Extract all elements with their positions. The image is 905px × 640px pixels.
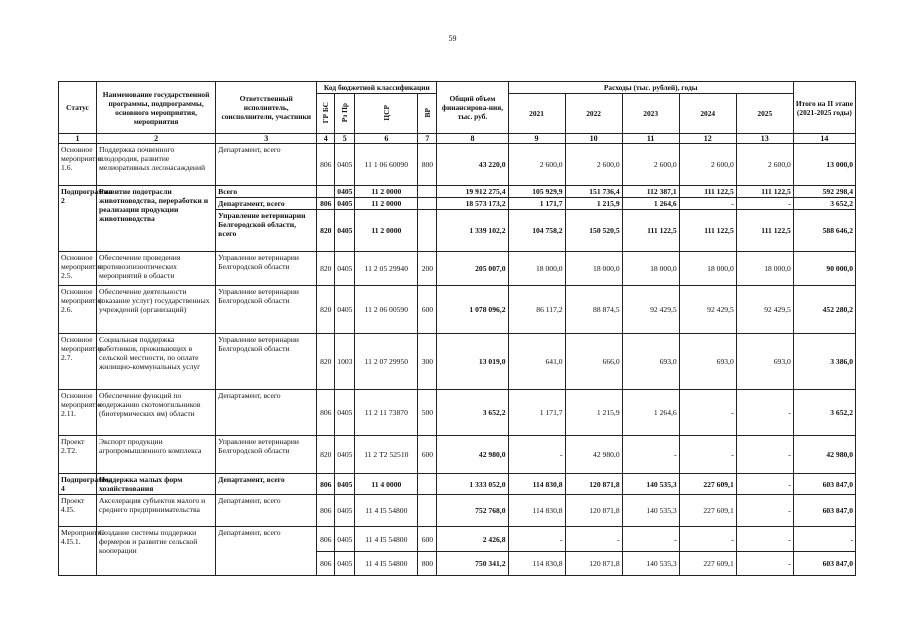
row-grbs: 806 (317, 198, 335, 210)
row-2024: 227 609,1 (679, 495, 736, 527)
row-grbs: 820 (317, 252, 335, 286)
row-csr: 11 2 0000 (355, 210, 418, 252)
row-2022: 150 520,5 (565, 210, 622, 252)
header-status: Статус (59, 82, 97, 134)
row-stage-total: 603 847,0 (793, 552, 855, 576)
col-index: 13 (736, 134, 793, 144)
table-row (59, 527, 856, 552)
row-grbs: 806 (317, 527, 335, 552)
row-2024: 111 122,5 (679, 186, 736, 198)
row-name: Обеспечение функций по содержанию скотомогильников (биотермических ям) области (97, 390, 216, 436)
row-total: 2 426,8 (437, 527, 508, 552)
row-csr: 11 2 07 29950 (355, 334, 418, 390)
row-vr: 200 (418, 252, 437, 286)
row-2025: - (736, 495, 793, 527)
row-2024: - (679, 390, 736, 436)
row-responsible: Департамент, всего (216, 474, 317, 495)
row-2021: 1 171,7 (508, 390, 565, 436)
header-responsible: Ответственный исполнитель, соисполнители, участники (216, 82, 317, 134)
row-2021: 105 929,9 (508, 186, 565, 198)
row-total: 205 007,0 (437, 252, 508, 286)
row-rzpr: 0405 (335, 210, 355, 252)
col-index: 14 (793, 134, 855, 144)
row-grbs: 806 (317, 552, 335, 576)
row-vr: 300 (418, 334, 437, 390)
column-index-row (59, 134, 856, 144)
header-2021: 2021 (508, 94, 565, 134)
row-rzpr: 0405 (335, 474, 355, 495)
col-index: 5 (335, 134, 355, 144)
row-responsible: Управление ветеринарии Белгородской области (216, 436, 317, 474)
row-stage-total: 42 980,0 (793, 436, 855, 474)
row-grbs: 820 (317, 286, 335, 334)
col-index: 11 (622, 134, 679, 144)
row-responsible: Департамент, всего (216, 495, 317, 527)
row-2025: - (736, 527, 793, 552)
row-2023: 1 264,6 (622, 198, 679, 210)
row-2025: 2 600,0 (736, 144, 793, 186)
col-index: 12 (679, 134, 736, 144)
row-csr: 11 2 05 29940 (355, 252, 418, 286)
row-2021: 86 117,2 (508, 286, 565, 334)
row-2023: 1 264,6 (622, 390, 679, 436)
table-row (59, 252, 856, 286)
row-2023: 111 122,5 (622, 210, 679, 252)
row-grbs (317, 186, 335, 198)
row-grbs: 820 (317, 436, 335, 474)
row-csr: 11 2 Т2 52510 (355, 436, 418, 474)
row-2021: 2 600,0 (508, 144, 565, 186)
row-vr (418, 474, 437, 495)
row-2025: - (736, 552, 793, 576)
row-2025: - (736, 390, 793, 436)
row-2021: 114 830,8 (508, 474, 565, 495)
row-stage-total: 452 280,2 (793, 286, 855, 334)
row-2022: - (565, 527, 622, 552)
row-2022: 120 871,8 (565, 495, 622, 527)
header-stage-total: Итого на II этапе (2021-2025 годы) (793, 82, 855, 134)
row-2023: 92 429,5 (622, 286, 679, 334)
row-2023: 112 387,1 (622, 186, 679, 198)
row-name: Поддержка почвенного плодородия, развитие мелиоративных лесонасаждений (97, 144, 216, 186)
header-grbs: ГР БС (321, 101, 331, 124)
header-expenses: Расходы (тыс. рублей), годы (508, 82, 793, 94)
row-2023: 2 600,0 (622, 144, 679, 186)
row-status: Мероприятие 4.I5.1. (59, 527, 97, 576)
header-total: Общий объем финансирова-ния, тыс. руб. (437, 82, 508, 134)
header-budget-code: Код бюджетной классификации (317, 82, 437, 94)
header-name: Наименование государственной программы, подпрограммы, основного мероприятия, мероприятия (97, 82, 216, 134)
row-responsible: Управление ветеринарии Белгородской области (216, 252, 317, 286)
table-row (59, 334, 856, 390)
row-vr: 600 (418, 436, 437, 474)
row-responsible: Департамент, всего (216, 144, 317, 186)
row-2021: - (508, 527, 565, 552)
table-row (59, 144, 856, 186)
row-vr: 600 (418, 286, 437, 334)
row-stage-total: 603 847,0 (793, 474, 855, 495)
row-responsible: Департамент, всего (216, 527, 317, 576)
row-2022: 120 871,8 (565, 474, 622, 495)
row-responsible: Всего (216, 186, 317, 198)
row-csr: 11 4 I5 54800 (355, 552, 418, 576)
row-2024: 227 609,1 (679, 552, 736, 576)
row-stage-total: 13 000,0 (793, 144, 855, 186)
col-index: 6 (355, 134, 418, 144)
row-responsible: Департамент, всего (216, 198, 317, 210)
header-csr: ЦСР (381, 104, 391, 121)
row-2023: - (622, 527, 679, 552)
row-2022: 120 871,8 (565, 552, 622, 576)
row-responsible: Управление ветеринарии Белгородской области, всего (216, 210, 317, 252)
row-2025: - (736, 436, 793, 474)
row-csr: 11 2 0000 (355, 186, 418, 198)
row-total: 3 652,2 (437, 390, 508, 436)
row-status: Основное мероприятие 2.6. (59, 286, 97, 334)
row-name: Создание системы поддержки фермеров и развитие сельской кооперации (97, 527, 216, 576)
row-rzpr: 0405 (335, 186, 355, 198)
row-status: Основное мероприятие 2.11. (59, 390, 97, 436)
row-total: 1 078 096,2 (437, 286, 508, 334)
row-2021: 641,0 (508, 334, 565, 390)
row-responsible: Управление ветеринарии Белгородской области (216, 286, 317, 334)
row-2025: 693,0 (736, 334, 793, 390)
row-vr (418, 210, 437, 252)
row-stage-total: 3 652,2 (793, 390, 855, 436)
col-index: 3 (216, 134, 317, 144)
row-name: Обеспечение проведения противоэпизоотических мероприятий в области (97, 252, 216, 286)
row-rzpr: 0405 (335, 286, 355, 334)
row-2021: 104 758,2 (508, 210, 565, 252)
row-csr: 11 2 0000 (355, 198, 418, 210)
row-status: Основное мероприятие 2.7. (59, 334, 97, 390)
row-total: 19 912 275,4 (437, 186, 508, 198)
row-2024: 693,0 (679, 334, 736, 390)
row-rzpr: 0405 (335, 252, 355, 286)
row-vr: 800 (418, 552, 437, 576)
row-csr: 11 4 I5 54800 (355, 527, 418, 552)
row-total: 43 220,0 (437, 144, 508, 186)
row-vr (418, 495, 437, 527)
row-csr: 11 2 06 00590 (355, 286, 418, 334)
row-total: 1 333 052,0 (437, 474, 508, 495)
row-status: Подпрограмма 4 (59, 474, 97, 495)
row-2024: 2 600,0 (679, 144, 736, 186)
row-stage-total: 592 298,4 (793, 186, 855, 198)
row-csr: 11 4 I5 54800 (355, 495, 418, 527)
row-2021: - (508, 436, 565, 474)
row-2023: 140 535,3 (622, 474, 679, 495)
row-responsible: Управление ветеринарии Белгородской области (216, 334, 317, 390)
table-row (59, 286, 856, 334)
table-row (59, 474, 856, 495)
row-2025: - (736, 198, 793, 210)
table-row (59, 390, 856, 436)
row-csr: 11 1 06 60090 (355, 144, 418, 186)
col-index: 4 (317, 134, 335, 144)
header-2024: 2024 (679, 94, 736, 134)
row-vr: 500 (418, 390, 437, 436)
col-index: 7 (418, 134, 437, 144)
row-2024: - (679, 527, 736, 552)
row-2025: 18 000,0 (736, 252, 793, 286)
table-row (59, 186, 856, 198)
row-csr: 11 2 11 73870 (355, 390, 418, 436)
row-vr (418, 198, 437, 210)
row-status: Основное мероприятие 1.6. (59, 144, 97, 186)
row-2024: 92 429,5 (679, 286, 736, 334)
header-2025: 2025 (736, 94, 793, 134)
row-2024: 111 122,5 (679, 210, 736, 252)
row-2021: 1 171,7 (508, 198, 565, 210)
row-total: 42 980,0 (437, 436, 508, 474)
row-total: 1 339 102,2 (437, 210, 508, 252)
row-2025: 111 122,5 (736, 186, 793, 198)
row-2025: 111 122,5 (736, 210, 793, 252)
row-vr (418, 186, 437, 198)
row-2024: - (679, 436, 736, 474)
col-index: 8 (437, 134, 508, 144)
row-grbs: 806 (317, 474, 335, 495)
row-2023: 693,0 (622, 334, 679, 390)
budget-table (58, 81, 856, 576)
row-status: Подпрограмма 2 (59, 186, 97, 252)
row-2022: 1 215,9 (565, 390, 622, 436)
row-status: Проект 4.I5. (59, 495, 97, 527)
row-2021: 114 830,8 (508, 495, 565, 527)
row-2023: 140 535,3 (622, 495, 679, 527)
col-index: 1 (59, 134, 97, 144)
row-csr: 11 4 0000 (355, 474, 418, 495)
row-2021: 18 000,0 (508, 252, 565, 286)
row-2021: 114 830,8 (508, 552, 565, 576)
row-status: Проект 2.Т2. (59, 436, 97, 474)
row-name: Социальная поддержка работников, проживающих в сельской местности, по оплате жилищно-коммунальных услуг (97, 334, 216, 390)
row-stage-total: 3 386,0 (793, 334, 855, 390)
table-row (59, 495, 856, 527)
row-2025: 92 429,5 (736, 286, 793, 334)
header-vr: ВР (422, 107, 432, 118)
row-2023: - (622, 436, 679, 474)
row-rzpr: 0405 (335, 198, 355, 210)
row-stage-total: 603 847,0 (793, 495, 855, 527)
row-name: Экспорт продукции агропромышленного комплекса (97, 436, 216, 474)
row-grbs: 806 (317, 144, 335, 186)
table-row (59, 436, 856, 474)
row-name: Акселерация субъектов малого и среднего предпринимательства (97, 495, 216, 527)
row-stage-total: - (793, 527, 855, 552)
row-2022: 2 600,0 (565, 144, 622, 186)
row-rzpr: 0405 (335, 527, 355, 552)
row-rzpr: 0405 (335, 144, 355, 186)
row-stage-total: 3 652,2 (793, 198, 855, 210)
row-grbs: 806 (317, 390, 335, 436)
row-grbs: 806 (317, 495, 335, 527)
row-2022: 151 736,4 (565, 186, 622, 198)
row-vr: 800 (418, 144, 437, 186)
header-rzpr: Рз Пр (340, 102, 350, 123)
row-name: Развитие подотрасли животноводства, переработки и реализации продукции животноводства (97, 186, 216, 252)
row-2023: 18 000,0 (622, 252, 679, 286)
row-2023: 140 535,3 (622, 552, 679, 576)
row-status: Основное мероприятие 2.5. (59, 252, 97, 286)
row-stage-total: 90 000,0 (793, 252, 855, 286)
row-rzpr: 0405 (335, 390, 355, 436)
row-total: 18 573 173,2 (437, 198, 508, 210)
row-total: 752 768,0 (437, 495, 508, 527)
header-2022: 2022 (565, 94, 622, 134)
row-grbs: 820 (317, 334, 335, 390)
row-2022: 18 000,0 (565, 252, 622, 286)
row-total: 750 341,2 (437, 552, 508, 576)
row-name: Поддержка малых форм хозяйствования (97, 474, 216, 495)
col-index: 10 (565, 134, 622, 144)
row-2024: 18 000,0 (679, 252, 736, 286)
row-2025: - (736, 474, 793, 495)
row-2022: 42 980,0 (565, 436, 622, 474)
row-responsible: Департамент, всего (216, 390, 317, 436)
row-2022: 1 215,9 (565, 198, 622, 210)
row-total: 13 019,0 (437, 334, 508, 390)
row-stage-total: 588 646,2 (793, 210, 855, 252)
header-2023: 2023 (622, 94, 679, 134)
row-rzpr: 0405 (335, 495, 355, 527)
row-name: Обеспечение деятельности (оказание услуг) государственных учреждений (организаций) (97, 286, 216, 334)
row-2022: 666,0 (565, 334, 622, 390)
row-2022: 88 874,5 (565, 286, 622, 334)
page-number: 59 (448, 34, 457, 43)
row-vr: 600 (418, 527, 437, 552)
row-rzpr: 0405 (335, 552, 355, 576)
col-index: 2 (97, 134, 216, 144)
row-2024: 227 609,1 (679, 474, 736, 495)
header-row-1 (59, 82, 856, 94)
row-2024: - (679, 198, 736, 210)
row-rzpr: 1003 (335, 334, 355, 390)
col-index: 9 (508, 134, 565, 144)
row-rzpr: 0405 (335, 436, 355, 474)
row-grbs: 820 (317, 210, 335, 252)
